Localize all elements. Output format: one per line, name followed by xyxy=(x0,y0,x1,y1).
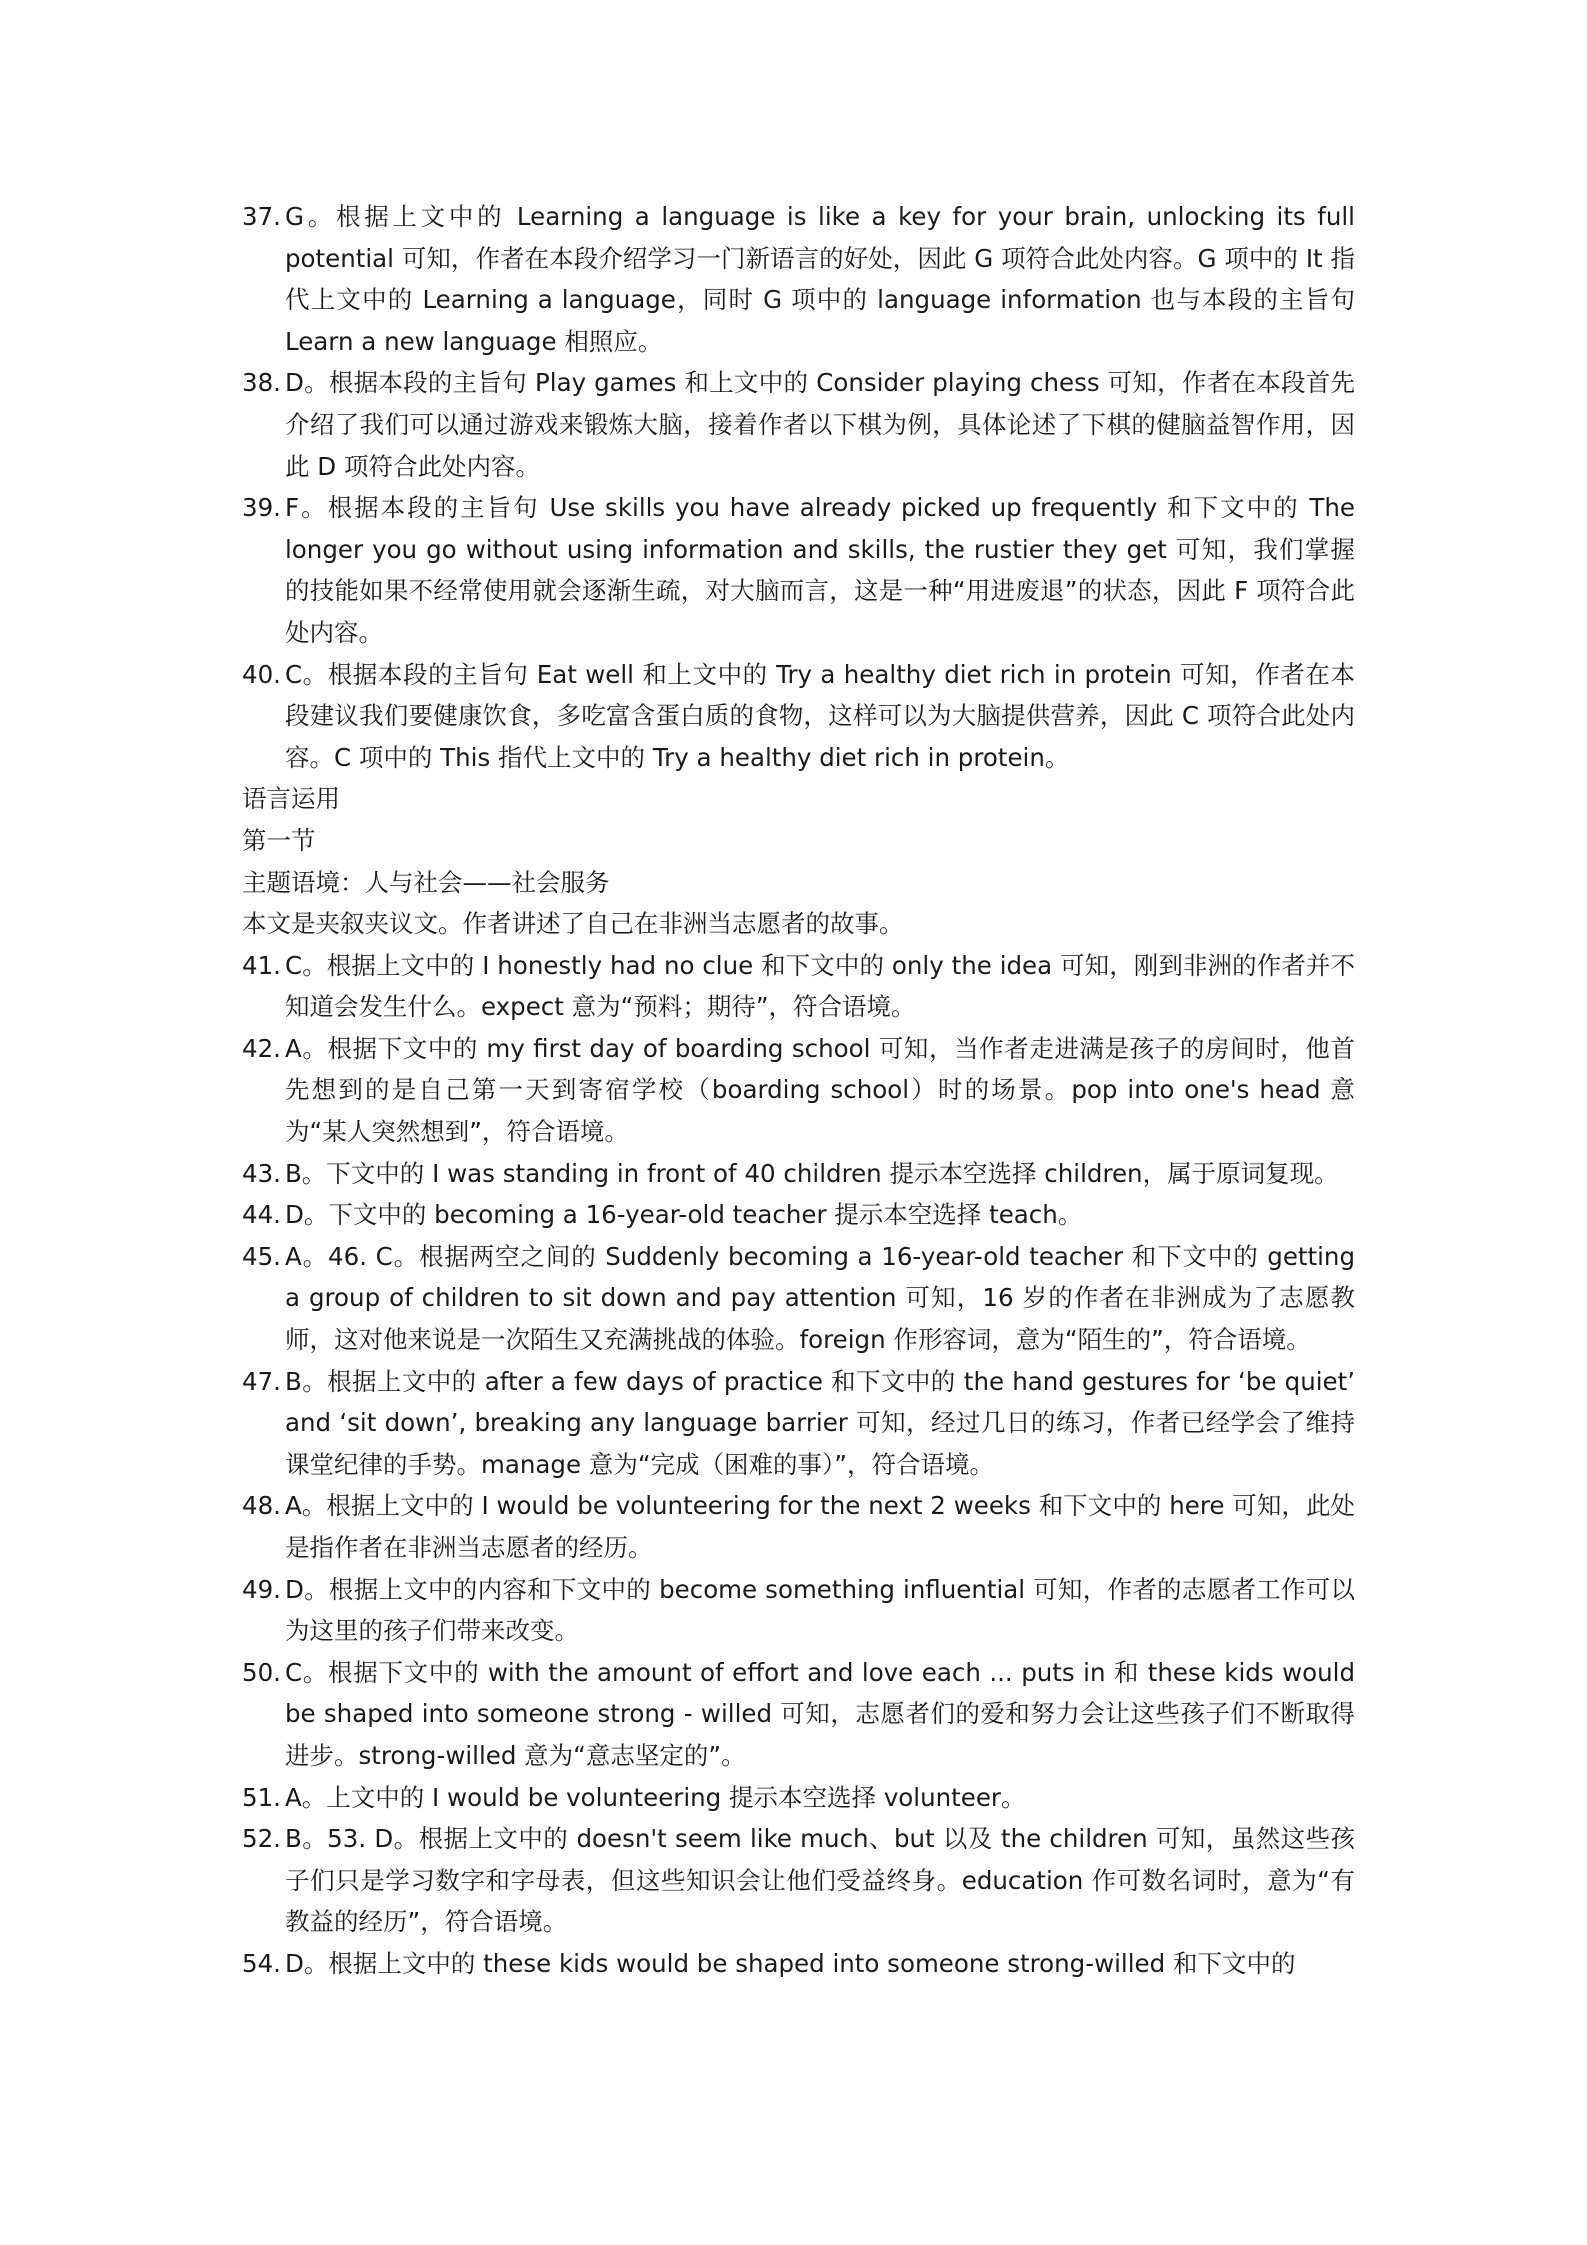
answer-explanation: D。下文中的 becoming a 16-year-old teacher 提示本空选择 teach。 xyxy=(285,1200,1083,1230)
answer-number: 43. xyxy=(242,1158,281,1188)
answer-number: 51. xyxy=(242,1782,281,1812)
answer-item-48 xyxy=(242,1485,1355,1568)
answer-number: 38. xyxy=(242,368,281,398)
answer-number: 42. xyxy=(242,1033,281,1063)
subsection-heading: 第一节 xyxy=(242,825,316,855)
answer-explanation: G。根据上文中的 Learning a language is like a key for your brain, unlocking its full potential 可知，作者在本段介绍学习一门新语言的好处，因此 G 项符合此处内容。G 项中的 It 指代上文中的 Learning a language，同时 G 项中的 language information 也与本段的主旨句 Learn a new language 相照应。 xyxy=(285,202,1355,356)
answer-item-37 xyxy=(242,196,1355,362)
answer-number: 41. xyxy=(242,950,281,980)
answer-list-cloze xyxy=(242,945,1355,1985)
answer-number: 54. xyxy=(242,1948,281,1978)
answer-number: 48. xyxy=(242,1491,281,1521)
answer-explanation: A。根据上文中的 I would be volunteering for the next 2 weeks 和下文中的 here 可知，此处是指作者在非洲当志愿者的经历。 xyxy=(285,1491,1355,1562)
answer-item-54 xyxy=(242,1943,1355,1985)
answer-item-45 xyxy=(242,1236,1355,1361)
answer-item-52 xyxy=(242,1818,1355,1943)
answer-explanation: D。根据本段的主旨句 Play games 和上文中的 Consider playing chess 可知，作者在本段首先介绍了我们可以通过游戏来锻炼大脑，接着作者以下棋为例，具体论述了下棋的健脑益智作用，因此 D 项符合此处内容。 xyxy=(285,368,1355,481)
answer-explanation: A。根据下文中的 my first day of boarding school 可知，当作者走进满是孩子的房间时，他首先想到的是自己第一天到寄宿学校（boarding school）时的场景。pop into one's head 意为“某人突然想到”，符合语境。 xyxy=(285,1033,1355,1147)
answer-number: 50. xyxy=(242,1657,281,1687)
answer-explanation: A。上文中的 I would be volunteering 提示本空选择 volunteer。 xyxy=(285,1782,1026,1812)
answer-list-reading xyxy=(242,196,1355,778)
answer-number: 44. xyxy=(242,1200,281,1230)
answer-item-42 xyxy=(242,1028,1355,1153)
section-heading: 语言运用 xyxy=(242,784,340,814)
answer-number: 37. xyxy=(242,202,281,231)
answer-number: 52. xyxy=(242,1824,281,1854)
answer-item-43 xyxy=(242,1153,1355,1195)
answer-item-41 xyxy=(242,945,1355,1028)
answer-number: 47. xyxy=(242,1366,281,1396)
passage-intro: 本文是夹叙夹议文。作者讲述了自己在非洲当志愿者的故事。 xyxy=(242,909,904,939)
answer-item-47 xyxy=(242,1361,1355,1486)
answer-item-38 xyxy=(242,362,1355,487)
answer-number: 49. xyxy=(242,1574,281,1604)
answer-explanation: B。下文中的 I was standing in front of 40 children 提示本空选择 children，属于原词复现。 xyxy=(285,1158,1339,1188)
answer-item-44 xyxy=(242,1194,1355,1236)
answer-number: 45. xyxy=(242,1241,281,1271)
theme-context: 主题语境：人与社会——社会服务 xyxy=(242,867,610,897)
answer-item-39 xyxy=(242,487,1355,653)
answer-explanation: C。根据上文中的 I honestly had no clue 和下文中的 only the idea 可知，刚到非洲的作者并不知道会发生什么。expect 意为“预料；期待”，符合语境。 xyxy=(285,950,1355,1022)
answer-number: 39. xyxy=(242,493,281,523)
answer-explanation: C。根据本段的主旨句 Eat well 和上文中的 Try a healthy diet rich in protein 可知，作者在本段建议我们要健康饮食，多吃富含蛋白质的食物，这样可以为大脑提供营养，因此 C 项符合此处内容。C 项中的 This 指代上文中的 Try a healthy diet rich in protein。 xyxy=(285,659,1355,772)
answer-explanation: B。53. D。根据上文中的 doesn't seem like much、but 以及 the children 可知，虽然这些孩子们只是学习数字和字母表，但这些知识会让他们受益终身。education 作可数名词时，意为“有教益的经历”，符合语境。 xyxy=(285,1824,1355,1937)
answer-explanation: A。46. C。根据两空之间的 Suddenly becoming a 16-year-old teacher 和下文中的 getting a group of children to sit down and pay attention 可知，16 岁的作者在非洲成为了志愿教师，这对他来说是一次陌生又充满挑战的体验。foreign 作形容词，意为“陌生的”，符合语境。 xyxy=(285,1241,1355,1355)
answer-explanation: B。根据上文中的 after a few days of practice 和下文中的 the hand gestures for ‘be quiet’ and ‘sit down’, breaking any language barrier 可知，经过几日的练习，作者已经学会了维持课堂纪律的手势。manage 意为“完成（困难的事）”，符合语境。 xyxy=(285,1366,1355,1479)
answer-item-50 xyxy=(242,1652,1355,1777)
answer-number: 40. xyxy=(242,659,281,689)
answer-explanation: F。根据本段的主旨句 Use skills you have already picked up frequently 和下文中的 The longer you go without using information and skills, the rustier they get 可知，我们掌握的技能如果不经常使用就会逐渐生疏，对大脑而言，这是一种“用进废退”的状态，因此 F 项符合此处内容。 xyxy=(285,493,1355,647)
answer-explanation: D。根据上文中的 these kids would be shaped into someone strong-willed 和下文中的 xyxy=(285,1948,1296,1978)
answer-explanation: D。根据上文中的内容和下文中的 become something influential 可知，作者的志愿者工作可以为这里的孩子们带来改变。 xyxy=(285,1574,1355,1646)
answer-item-49 xyxy=(242,1569,1355,1652)
answer-item-40 xyxy=(242,654,1355,779)
answer-item-51 xyxy=(242,1777,1355,1819)
answer-explanation: C。根据下文中的 with the amount of effort and love each ... puts in 和 these kids would be shaped into someone strong - willed 可知，志愿者们的爱和努力会让这些孩子们不断取得进步。strong-willed 意为“意志坚定的”。 xyxy=(285,1657,1355,1770)
